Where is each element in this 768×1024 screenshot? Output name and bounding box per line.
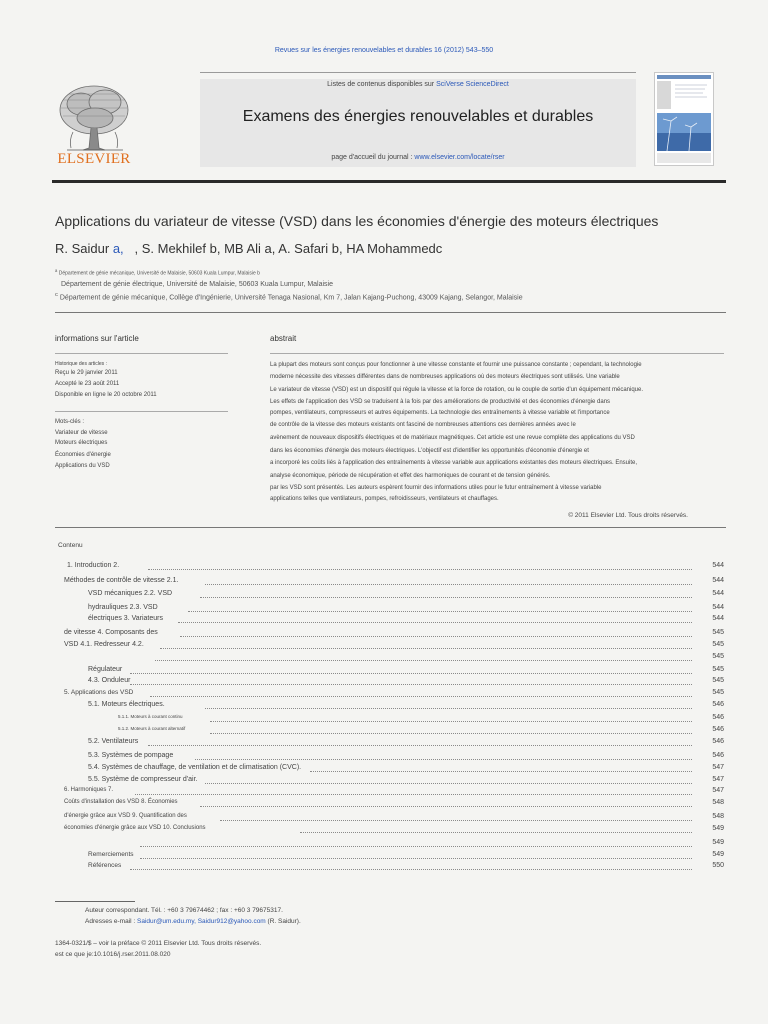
abstract-rule — [270, 353, 724, 354]
toc-page-number: 544 — [712, 615, 724, 622]
contents-availability — [200, 81, 636, 88]
abstract-heading: abstrait — [270, 334, 297, 343]
abstract-line: moderne nécessite des vitesses différentes dans de nombreuses applications où des moteurs électriques sont utilisés. Une variable — [270, 374, 620, 380]
toc-entry[interactable] — [0, 862, 768, 872]
toc-label: Coûts d'installation des VSD 8. Économies — [64, 799, 178, 805]
abstract-line: avènement de nouveaux dispositifs électriques et de matériaux magnétiques. Cet article est une revue complète des applications du VSD — [270, 435, 635, 441]
history-received: Reçu le 29 janvier 2011 — [55, 370, 118, 376]
toc-leader-dots — [210, 721, 692, 723]
toc-entry[interactable] — [0, 701, 768, 711]
toc-leader-dots — [220, 820, 692, 822]
contents-rule — [55, 527, 726, 528]
toc-leader-dots — [205, 783, 692, 785]
toc-page-number: 546 — [712, 726, 724, 733]
toc-label: 6. Harmoniques 7. — [64, 787, 114, 793]
toc-page-number: 544 — [712, 590, 724, 597]
abstract-line: de contrôle de la vitesse des moteurs existants ont fasciné de nombreuses attentions ces dernières années avec le — [270, 422, 576, 428]
toc-leader-dots — [188, 611, 692, 613]
toc-entry[interactable] — [0, 629, 768, 639]
affiliation-text: Département de génie mécanique, Université de Malaisie, 50603 Kuala Lumpur, Malaisie b — [58, 270, 260, 277]
toc-page-number: 545 — [712, 641, 724, 648]
toc-entry[interactable] — [0, 738, 768, 748]
toc-page-number: 545 — [712, 653, 724, 660]
toc-entry[interactable] — [0, 787, 768, 797]
publisher-wordmark: ELSEVIER — [57, 151, 131, 167]
toc-entry[interactable] — [0, 562, 768, 572]
toc-leader-dots — [135, 794, 692, 796]
toc-label: 5.5. Système de compresseur d'air. — [88, 776, 198, 783]
toc-label: Références — [88, 862, 122, 869]
toc-entry[interactable] — [0, 726, 768, 736]
abstract-line: applications telles que ventilateurs, pompes, refroidisseurs, ventilateurs et chauffages. — [270, 496, 499, 502]
abstract-line: pompes, ventilateurs, compresseurs et autres équipements. La technologie des entraînements à vitesse variable et l'importance — [270, 410, 610, 416]
toc-page-number: 546 — [712, 714, 724, 721]
toc-entry[interactable] — [0, 677, 768, 687]
keyword: Économies d'énergie — [55, 452, 111, 458]
toc-page-number: 549 — [712, 839, 724, 846]
journal-reference[interactable]: Revues sur les énergies renouvelables et durables 16 (2012) 543–550 — [274, 47, 494, 54]
doi-link[interactable]: est ce que je:10.1016/j.rser.2011.08.020 — [55, 951, 171, 958]
toc-page-number: 549 — [712, 825, 724, 832]
toc-entry[interactable] — [0, 641, 768, 651]
toc-label: hydrauliques 2.3. VSD — [88, 604, 158, 611]
issn-line: 1364-0321/$ – voir la préface © 2011 Elsevier Ltd. Tous droits réservés. — [55, 940, 262, 947]
keyword: Moteurs électriques — [55, 440, 108, 446]
toc-page-number: 546 — [712, 701, 724, 708]
availability-text: Listes de contenus disponibles sur — [327, 81, 437, 88]
keyword: Applications du VSD — [55, 463, 110, 469]
affiliation-a — [55, 268, 260, 277]
toc-leader-dots — [180, 636, 692, 638]
toc-entry[interactable] — [0, 825, 768, 835]
abstract-line: par les VSD sont présentés. Les auteurs espèrent fournir des informations utiles pour le futur entraînement à vitesse variable — [270, 485, 602, 491]
toc-leader-dots — [155, 660, 692, 662]
toc-leader-dots — [205, 584, 692, 586]
toc-leader-dots — [130, 684, 692, 686]
toc-entry[interactable] — [0, 666, 768, 676]
toc-page-number: 546 — [712, 752, 724, 759]
corresponding-author-note: Auteur correspondant. Tél. : +60 3 79674462 ; fax : +60 3 79675317. — [85, 907, 283, 914]
toc-page-number: 544 — [712, 577, 724, 584]
toc-label: de vitesse 4. Composants des — [64, 629, 158, 636]
toc-leader-dots — [160, 648, 692, 650]
toc-leader-dots — [200, 597, 692, 599]
abstract-line: dans les économies d'énergie des moteurs électriques. L'objectif est d'identifier les opportunités d'économie d'énergie et — [270, 448, 589, 454]
section-rule — [55, 312, 726, 313]
toc-label: 5.1. Moteurs électriques. — [88, 701, 165, 708]
affiliation-text: Département de génie mécanique, Collège d'Ingénierie, Université Tenaga Nasional, Km 7, Jalan Kajang-Puchong, 43009 Kajang, Selangor, Malaisie — [59, 294, 523, 302]
info-rule — [55, 353, 228, 354]
abstract-line: La plupart des moteurs sont conçus pour fonctionner à une vitesse constante et fournir une puissance constante ; cependant, la technologie — [270, 362, 642, 368]
email-owner: (R. Saidur). — [265, 918, 301, 925]
toc-page-number: 547 — [712, 764, 724, 771]
history-accepted: Accepté le 23 août 2011 — [55, 381, 120, 387]
toc-entry[interactable] — [0, 764, 768, 774]
toc-label: Régulateur — [88, 666, 123, 673]
homepage-link[interactable]: www.elsevier.com/locate/rser — [414, 154, 505, 161]
toc-entry[interactable] — [0, 714, 768, 724]
history-label: Historique des articles : — [55, 361, 107, 367]
toc-leader-dots — [195, 759, 692, 761]
toc-entry[interactable] — [0, 577, 768, 587]
toc-leader-dots — [310, 771, 692, 773]
toc-label: 5.1.1. Moteurs à courant continu — [118, 714, 183, 719]
toc-leader-dots — [130, 673, 692, 675]
toc-page-number: 549 — [712, 851, 724, 858]
toc-page-number: 544 — [712, 562, 724, 569]
affiliation-mark: c — [55, 292, 58, 298]
header-rule — [52, 180, 726, 183]
toc-entry[interactable] — [0, 689, 768, 699]
affiliation-c — [55, 292, 523, 301]
toc-page-number: 548 — [712, 799, 724, 806]
toc-entry[interactable] — [0, 752, 768, 762]
toc-label: VSD 4.1. Redresseur 4.2. — [64, 641, 144, 648]
abstract-line: analyse économique, période de récupération et effet des harmoniques de courant et de tension générés. — [270, 473, 551, 479]
toc-leader-dots — [178, 622, 692, 624]
toc-label: Remerciements — [88, 851, 134, 858]
toc-leader-dots — [200, 806, 692, 808]
toc-entry[interactable] — [0, 839, 768, 849]
toc-page-number: 550 — [712, 862, 724, 869]
abstract-line: Le variateur de vitesse (VSD) est un dispositif qui régule la vitesse et la force de rotation, ou le couple de sortie d'un équipement mécanique. — [270, 387, 644, 393]
toc-page-number: 547 — [712, 776, 724, 783]
journal-cover-thumbnail[interactable] — [654, 72, 714, 166]
toc-label: 1. Introduction 2. — [67, 562, 120, 569]
toc-entry[interactable] — [0, 615, 768, 625]
contents-heading: Contenu — [58, 542, 83, 549]
article-title: Applications du variateur de vitesse (VSD) dans les économies d'énergie des moteurs électriques — [55, 213, 659, 229]
toc-leader-dots — [300, 832, 692, 834]
toc-entry[interactable] — [0, 590, 768, 600]
toc-page-number: 546 — [712, 738, 724, 745]
toc-page-number: 545 — [712, 666, 724, 673]
copyright-notice: © 2011 Elsevier Ltd. Tous droits réservés. — [568, 512, 688, 519]
toc-entry[interactable] — [0, 604, 768, 614]
footnote-rule — [55, 901, 135, 902]
article-info-heading: informations sur l'article — [55, 334, 139, 343]
keywords-rule — [55, 411, 228, 412]
toc-page-number: 547 — [712, 787, 724, 794]
toc-entry[interactable] — [0, 653, 768, 663]
toc-label: économies d'énergie grâce aux VSD 10. Conclusions — [64, 825, 206, 831]
history-online: Disponible en ligne le 20 octobre 2011 — [55, 392, 157, 398]
toc-page-number: 545 — [712, 677, 724, 684]
toc-leader-dots — [205, 708, 692, 710]
journal-homepage — [200, 154, 636, 161]
toc-label: 5.1.2. Moteurs à courant alternatif — [118, 726, 186, 731]
toc-entry[interactable] — [0, 776, 768, 786]
toc-label: d'énergie grâce aux VSD 9. Quantification des — [64, 813, 187, 819]
toc-label: VSD mécaniques 2.2. VSD — [88, 590, 173, 597]
toc-leader-dots — [148, 569, 692, 571]
toc-leader-dots — [140, 846, 692, 848]
sciencedirect-link[interactable]: SciVerse ScienceDirect — [436, 81, 509, 88]
header-divider — [200, 72, 636, 73]
author-others: , S. Mekhilef b, MB Ali a, A. Safari b, HA Mohammedc — [134, 241, 443, 256]
affiliation-b: Département de génie électrique, Université de Malaisie, 50603 Kuala Lumpur, Malaisie — [61, 281, 333, 288]
keyword: Variateur de vitesse — [55, 430, 108, 436]
affiliation-mark: a — [55, 268, 58, 273]
toc-page-number: 544 — [712, 604, 724, 611]
toc-label: 5.4. Systèmes de chauffage, de ventilation et de climatisation (CVC). — [88, 764, 302, 771]
email-link[interactable]: Saidur@um.edu.my, Saidur912@yahoo.com — [137, 918, 266, 925]
author-affiliation-link[interactable]: a, — [112, 241, 124, 256]
homepage-label: page d'accueil du journal : — [331, 154, 415, 161]
toc-leader-dots — [148, 745, 692, 747]
toc-label: électriques 3. Variateurs — [88, 615, 163, 622]
toc-page-number: 548 — [712, 813, 724, 820]
toc-leader-dots — [210, 733, 692, 735]
toc-entry[interactable] — [0, 851, 768, 861]
toc-entry[interactable] — [0, 813, 768, 823]
journal-title: Examens des énergies renouvelables et durables — [242, 108, 594, 125]
toc-leader-dots — [150, 696, 692, 698]
abstract-line: Les effets de l'application des VSD se traduisent à la fois par des améliorations de productivité et des économies d'énergie dans — [270, 399, 611, 405]
toc-leader-dots — [130, 869, 692, 871]
toc-entry[interactable] — [0, 799, 768, 809]
abstract-line: a incorporé les coûts liés à l'application des entraînements à vitesse variable aux applications existantes des moteurs électriques. Ensuite, — [270, 460, 638, 466]
toc-label: 4.3. Onduleur — [88, 677, 131, 684]
toc-label: 5.2. Ventilateurs — [88, 738, 139, 745]
email-label: Adresses e-mail : — [85, 918, 138, 925]
toc-label: 5. Applications des VSD — [64, 689, 134, 696]
author-list — [55, 241, 442, 256]
toc-page-number: 545 — [712, 689, 724, 696]
email-note — [85, 918, 301, 925]
toc-label: 5.3. Systèmes de pompage — [88, 752, 174, 759]
toc-leader-dots — [140, 858, 692, 860]
keywords-label: Mots-clés : — [55, 419, 85, 425]
toc-label: Méthodes de contrôle de vitesse 2.1. — [64, 577, 179, 584]
author-primary: R. Saidur — [55, 241, 113, 256]
toc-page-number: 545 — [712, 629, 724, 636]
